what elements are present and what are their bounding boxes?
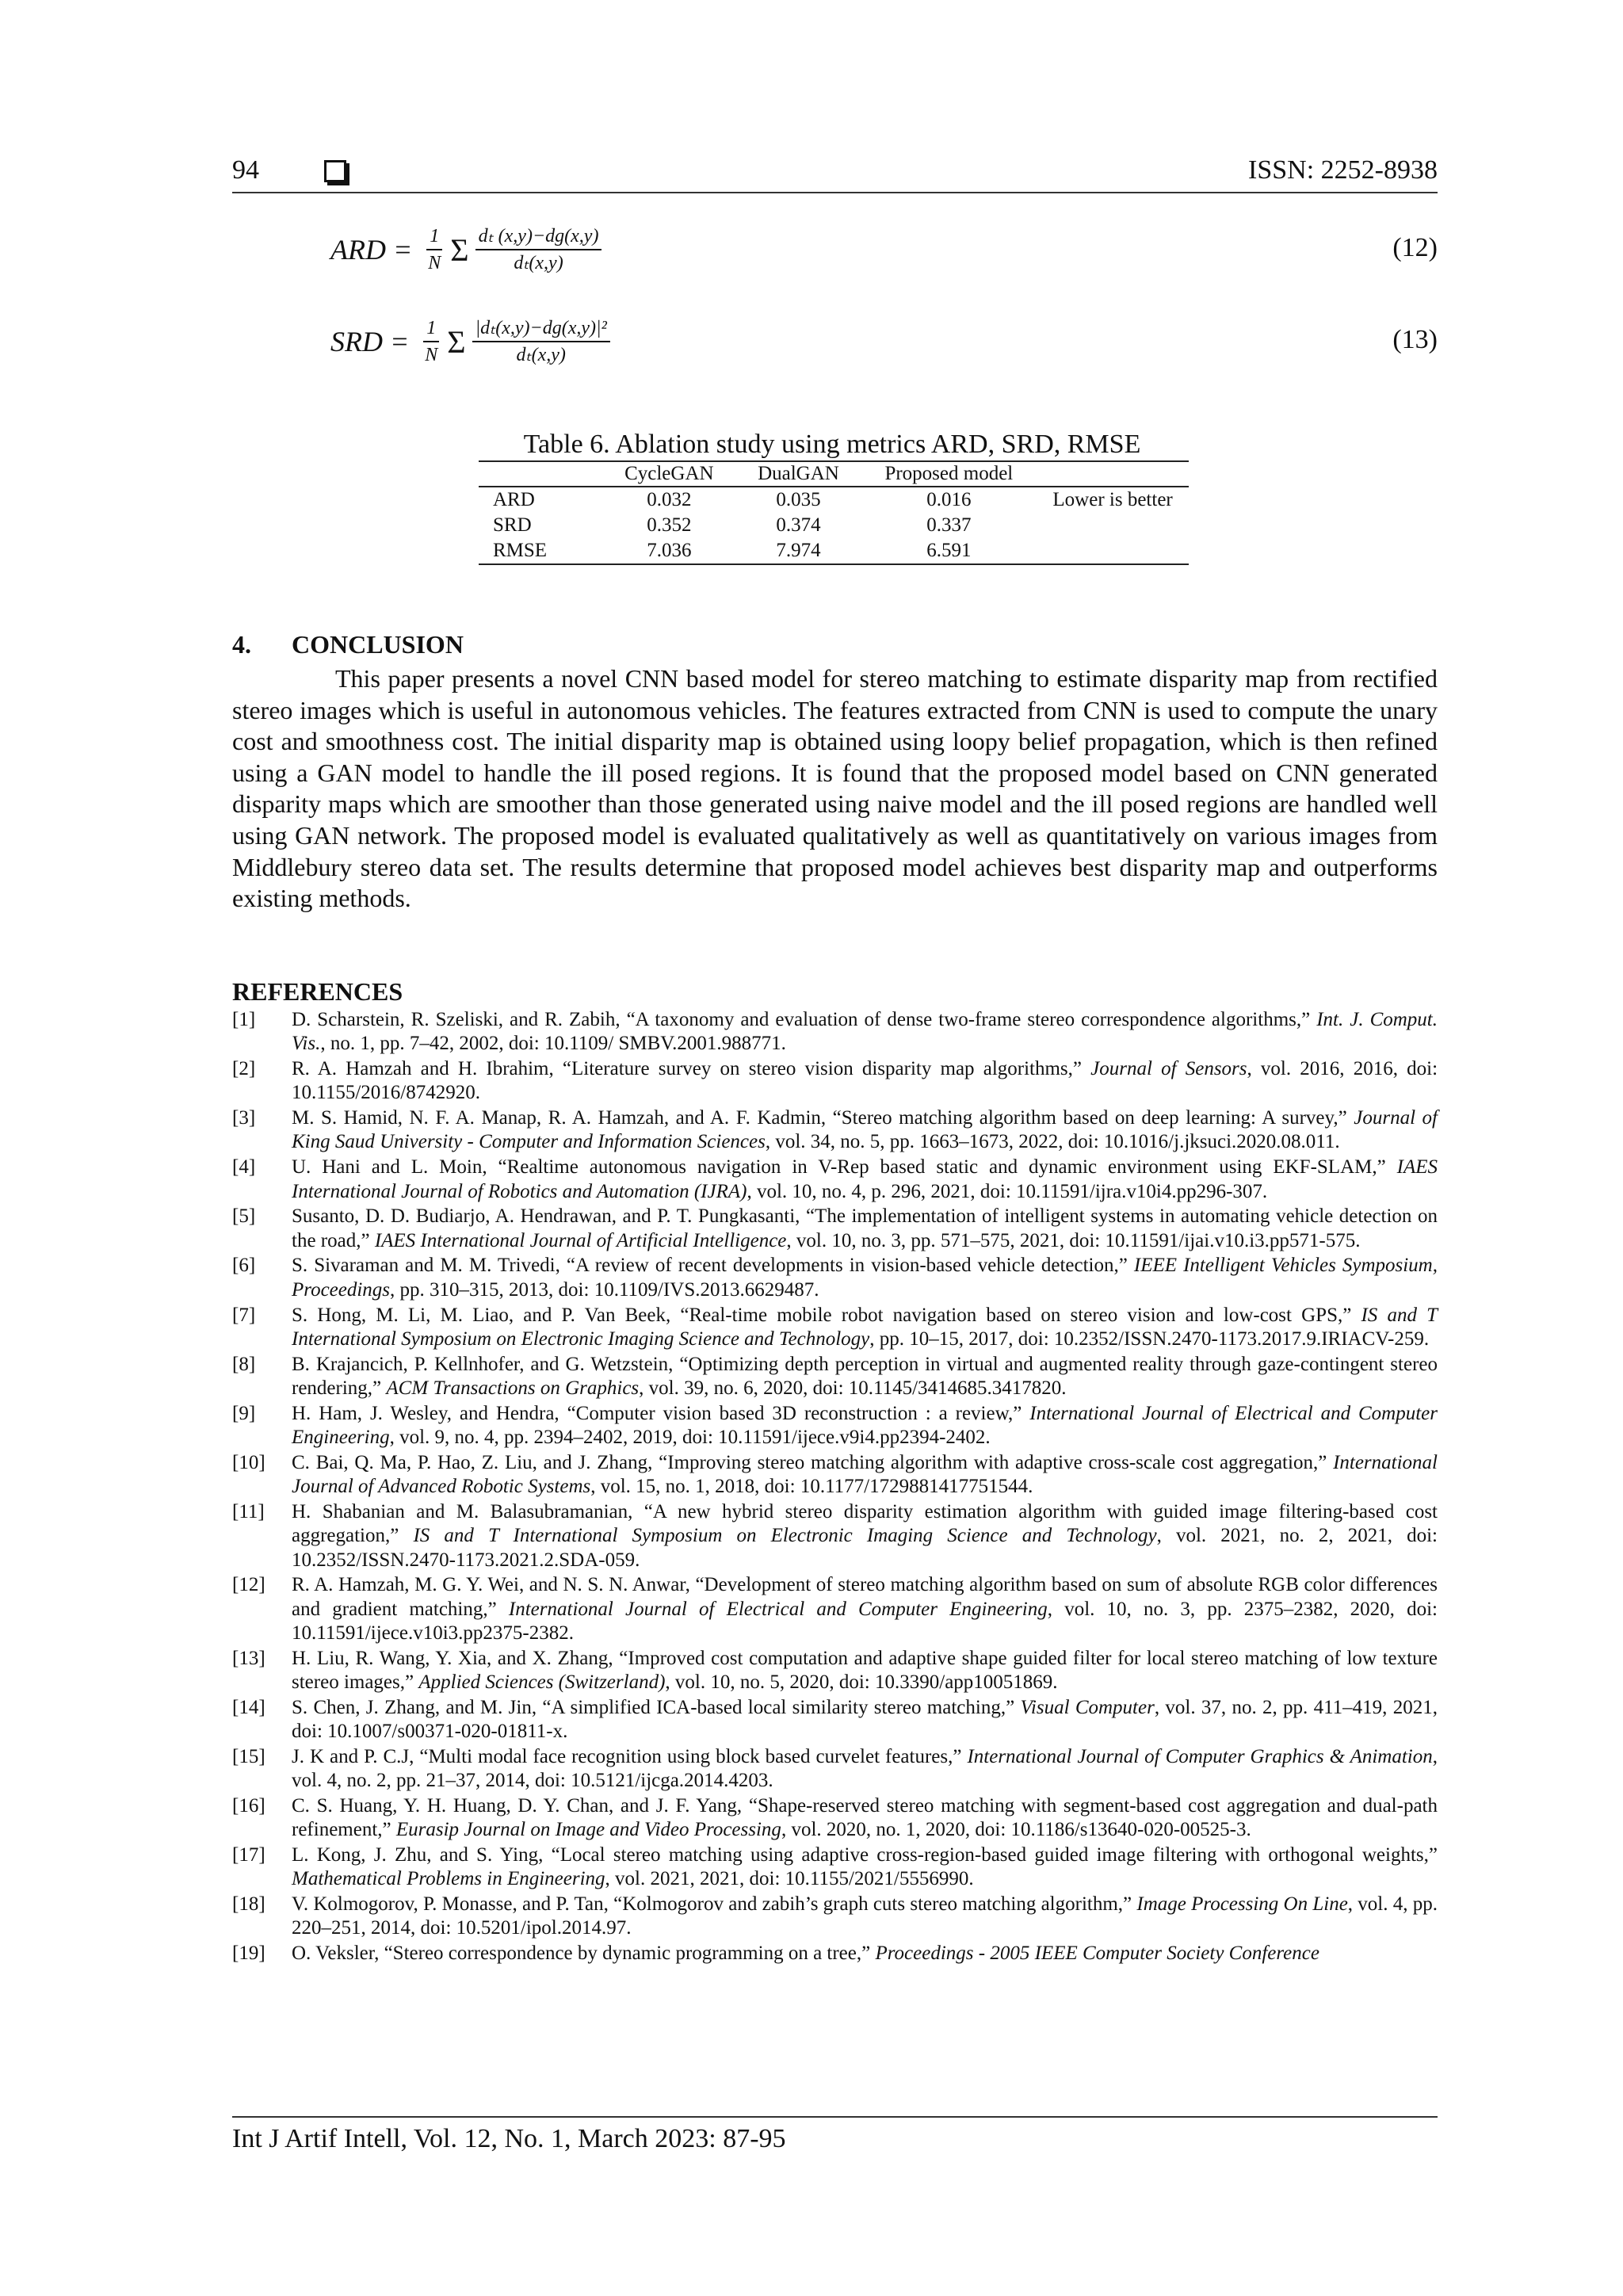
reference-number: [6] xyxy=(232,1255,256,1277)
reference-text: L. Kong, J. Zhu, and S. Ying, “Local stereo matching using adaptive cross-region-based guided image filtering with orthogonal weights,” xyxy=(292,1844,1438,1866)
page-footer xyxy=(232,2116,1438,2154)
reference-venue: Proceedings - 2005 IEEE Computer Society Conference xyxy=(875,1943,1319,1965)
reference-item xyxy=(232,1500,1438,1572)
reference-venue: Int. J. Comput. Vis. xyxy=(292,1009,1438,1055)
reference-details: , pp. 10–15, 2017, doi: 10.2352/ISSN.2470-1173.2017.9.IRIACV-259. xyxy=(869,1328,1430,1350)
reference-details: , vol. 10, no. 3, pp. 2375–2382, 2020, doi: 10.11591/ijece.v10i3.pp2375-2382. xyxy=(292,1598,1438,1644)
reference-number: [7] xyxy=(232,1304,256,1326)
issn: ISSN: 2252-8938 xyxy=(1248,155,1438,185)
table-cell: 7.036 xyxy=(647,540,692,561)
reference-text: O. Veksler, “Stereo correspondence by dynamic programming on a tree,” xyxy=(292,1943,876,1965)
table-header-cell: Proposed model xyxy=(884,463,1014,484)
reference-item xyxy=(232,1843,1438,1892)
reference-text: R. A. Hamzah and H. Ibrahim, “Literature survey on stereo vision disparity map algorithms,” xyxy=(292,1058,1091,1080)
reference-item xyxy=(232,1647,1438,1695)
reference-number: [2] xyxy=(232,1058,256,1080)
equation-number: (12) xyxy=(1392,233,1438,262)
reference-venue: Applied Sciences (Switzerland) xyxy=(418,1671,666,1694)
reference-venue: IEEE Intelligent Vehicles Symposium, Proceedings xyxy=(292,1255,1438,1301)
reference-text: D. Scharstein, R. Szeliski, and R. Zabih, “A taxonomy and evaluation of dense two-frame stereo correspondence algorithms,” xyxy=(292,1009,1317,1030)
table-header-row xyxy=(479,461,1189,487)
reference-text: S. Sivaraman and M. M. Trivedi, “A review of recent developments in vision-based vehicle detection,” xyxy=(292,1255,1134,1277)
reference-number: [19] xyxy=(232,1943,265,1965)
reference-venue: IS and T International Symposium on Electronic Imaging Science and Technology xyxy=(292,1304,1438,1350)
equation-numerator: |dₜ(x,y)−dg(x,y)|² xyxy=(472,317,610,342)
table-caption: Table 6. Ablation study using metrics ARD, SRD, RMSE xyxy=(523,430,1141,459)
reference-venue: IAES International Journal of Artificial Intelligence xyxy=(374,1229,787,1251)
table-cell: 0.352 xyxy=(647,514,692,536)
table-header-cell: DualGAN xyxy=(758,463,839,484)
reference-item xyxy=(232,1254,1438,1302)
reference-item xyxy=(232,1942,1438,1966)
section-number: 4. xyxy=(232,630,251,659)
reference-details: , vol. 10, no. 4, p. 296, 2021, doi: 10.11591/ijra.v10i4.pp296-307. xyxy=(747,1180,1268,1202)
references-heading: REFERENCES xyxy=(232,977,403,1006)
equation-fraction xyxy=(475,225,602,274)
table-header-cell xyxy=(479,461,602,487)
reference-item xyxy=(232,1205,1438,1253)
reference-details: , vol. 39, no. 6, 2020, doi: 10.1145/3414685.3417820. xyxy=(639,1377,1067,1399)
equation-lhs: ARD = xyxy=(330,234,413,266)
table-cell: 6.591 xyxy=(926,540,972,561)
table-cell: 7.974 xyxy=(776,540,821,561)
equation-coefficient: $\frac{1}{N}$ xyxy=(425,318,438,365)
reference-details: , vol. 34, no. 5, pp. 1663–1673, 2022, doi: 10.1016/j.jksuci.2020.08.011. xyxy=(765,1131,1340,1153)
reference-text: M. S. Hamid, N. F. A. Manap, R. A. Hamzah, and A. F. Kadmin, “Stereo matching algorithm based on deep learning: A survey,” xyxy=(292,1107,1354,1129)
reference-details: , no. 1, pp. 7–42, 2002, doi: 10.1109/ SMBV.2001.988771. xyxy=(320,1033,786,1055)
reference-number: [13] xyxy=(232,1647,265,1669)
table-row xyxy=(479,487,1189,513)
table-cell: 0.032 xyxy=(647,489,692,510)
reference-details: , vol. 10, no. 5, 2020, doi: 10.3390/app10051869. xyxy=(665,1671,1058,1694)
page-header xyxy=(232,155,1438,193)
equation-number: (13) xyxy=(1392,325,1438,354)
reference-text: R. A. Hamzah, M. G. Y. Wei, and N. S. N. Anwar, “Development of stereo matching algorithm based on sum of absolute RGB color differences and gradient matching,” xyxy=(292,1574,1438,1620)
sigma-symbol: Σ xyxy=(450,231,469,268)
table-row xyxy=(479,538,1189,564)
reference-number: [4] xyxy=(232,1156,256,1179)
table-row xyxy=(479,513,1189,538)
equation-lhs: SRD = xyxy=(330,326,410,357)
reference-details: , vol. 2021, no. 2, 2021, doi: 10.2352/ISSN.2470-1173.2021.2.SDA-059. xyxy=(292,1525,1438,1571)
reference-list xyxy=(232,1008,1438,1967)
reference-number: [5] xyxy=(232,1205,256,1228)
reference-item xyxy=(232,1794,1438,1843)
reference-text: C. Bai, Q. Ma, P. Hao, Z. Liu, and J. Zhang, “Improving stereo matching algorithm with adaptive cross-scale cost aggregation,” xyxy=(292,1451,1334,1473)
reference-number: [8] xyxy=(232,1353,256,1375)
table-note xyxy=(1037,538,1189,564)
table-row-label: SRD xyxy=(493,514,532,536)
equation-numerator: dₜ (x,y)−dg(x,y) xyxy=(475,225,602,250)
reference-details: , vol. 10, no. 3, pp. 571–575, 2021, doi: 10.11591/ijai.v10.i3.pp571-575. xyxy=(786,1229,1361,1251)
reference-item xyxy=(232,1745,1438,1794)
reference-details: , vol. 2020, no. 1, 2020, doi: 10.1186/s13640-020-00525-3. xyxy=(781,1819,1251,1841)
reference-details: , vol. 9, no. 4, pp. 2394–2402, 2019, doi: 10.11591/ijece.v9i4.pp2394-2402. xyxy=(389,1427,991,1449)
reference-text: H. Liu, R. Wang, Y. Xia, and X. Zhang, “Improved cost computation and adaptive shape guided filter for local stereo matching of low texture stereo images,” xyxy=(292,1647,1438,1694)
reference-venue: Journal of Sensors xyxy=(1090,1058,1247,1080)
section-title: CONCLUSION xyxy=(292,630,464,659)
table-row-label: RMSE xyxy=(493,540,548,561)
table-cell: 0.337 xyxy=(926,514,972,536)
reference-details: , vol. 15, no. 1, 2018, doi: 10.1177/1729881417751544. xyxy=(590,1476,1033,1498)
reference-item xyxy=(232,1893,1438,1941)
reference-venue: IS and T International Symposium on Electronic Imaging Science and Technology xyxy=(413,1525,1157,1547)
reference-item xyxy=(232,1057,1438,1106)
reference-venue: International Journal of Advanced Robotic Systems xyxy=(292,1451,1438,1498)
reference-number: [9] xyxy=(232,1402,256,1424)
reference-venue: Image Processing On Line xyxy=(1136,1893,1348,1916)
table-note xyxy=(1037,513,1189,538)
table-note: Lower is better xyxy=(1052,489,1173,510)
reference-number: [18] xyxy=(232,1893,265,1916)
reference-venue: Mathematical Problems in Engineering xyxy=(292,1868,605,1890)
reference-text: B. Krajancich, P. Kellnhofer, and G. Wetzstein, “Optimizing depth perception in virtual and augmented reality through gaze-contingent stereo rendering,” xyxy=(292,1353,1438,1399)
equation-denominator: dₜ(x,y) xyxy=(516,345,566,365)
table-row-label: ARD xyxy=(493,489,535,510)
reference-item xyxy=(232,1402,1438,1450)
reference-text: S. Chen, J. Zhang, and M. Jin, “A simplified ICA-based local similarity stereo matching,” xyxy=(292,1696,1021,1718)
table-cell: 0.035 xyxy=(776,489,821,510)
journal-citation: Int J Artif Intell, Vol. 12, No. 1, March 2023: 87-95 xyxy=(232,2124,786,2153)
reference-item xyxy=(232,1353,1438,1401)
reference-item xyxy=(232,1573,1438,1645)
reference-number: [3] xyxy=(232,1107,256,1129)
reference-number: [17] xyxy=(232,1844,265,1866)
reference-text: J. K and P. C.J, “Multi modal face recognition using block based curvelet features,” xyxy=(292,1745,968,1767)
section-heading-conclusion xyxy=(232,630,464,659)
reference-number: [14] xyxy=(232,1696,265,1718)
reference-details: , vol. 4, pp. 220–251, 2014, doi: 10.5201/ipol.2014.97. xyxy=(292,1893,1438,1939)
reference-details: , vol. 2021, 2021, doi: 10.1155/2021/5556990. xyxy=(605,1868,974,1890)
reference-details: , vol. 2016, 2016, doi: 10.1155/2016/8742920. xyxy=(292,1058,1438,1104)
reference-item xyxy=(232,1304,1438,1352)
reference-text: S. Hong, M. Li, M. Liao, and P. Van Beek, “Real-time mobile robot navigation based on stereo vision and low-cost GPS,” xyxy=(292,1304,1361,1326)
reference-number: [10] xyxy=(232,1451,265,1473)
sigma-symbol: Σ xyxy=(447,323,466,360)
reference-item xyxy=(232,1106,1438,1155)
equation-coefficient: $\frac{1}{N}$ xyxy=(428,226,441,273)
table-cell: 0.374 xyxy=(776,514,821,536)
reference-item xyxy=(232,1451,1438,1499)
reference-venue: Journal of King Saud University - Computer and Information Sciences xyxy=(292,1107,1438,1153)
ballot-box-icon xyxy=(324,160,346,182)
reference-text: V. Kolmogorov, P. Monasse, and P. Tan, “Kolmogorov and zabih’s graph cuts stereo matching algorithm,” xyxy=(292,1893,1137,1916)
reference-venue: Eurasip Journal on Image and Video Processing xyxy=(395,1819,781,1841)
reference-number: [11] xyxy=(232,1500,265,1522)
reference-number: [1] xyxy=(232,1009,256,1030)
ablation-table xyxy=(479,460,1189,565)
reference-venue: International Journal of Electrical and Computer Engineering xyxy=(508,1598,1048,1620)
reference-venue: International Journal of Computer Graphics & Animation xyxy=(967,1745,1433,1767)
reference-item xyxy=(232,1008,1438,1056)
reference-venue: Visual Computer xyxy=(1020,1696,1155,1718)
reference-number: [16] xyxy=(232,1795,265,1817)
reference-details: , pp. 310–315, 2013, doi: 10.1109/IVS.2013.6629487. xyxy=(390,1278,819,1301)
table-header-cell xyxy=(1037,461,1189,487)
reference-text: H. Shabanian and M. Balasubramanian, “A new hybrid stereo disparity estimation algorithm with guided image filtering-based cost aggregation,” xyxy=(292,1500,1438,1547)
reference-item xyxy=(232,1156,1438,1204)
reference-details: , vol. 4, no. 2, pp. 21–37, 2014, doi: 10.5121/ijcga.2014.4203. xyxy=(292,1745,1438,1792)
reference-text: C. S. Huang, Y. H. Huang, D. Y. Chan, and J. F. Yang, “Shape-reserved stereo matching with segment-based cost aggregation and dual-path refinement,” xyxy=(292,1795,1438,1841)
reference-venue: International Journal of Electrical and Computer Engineering xyxy=(292,1402,1438,1449)
equation-fraction xyxy=(472,317,610,366)
reference-item xyxy=(232,1696,1438,1744)
reference-venue: ACM Transactions on Graphics xyxy=(386,1377,640,1399)
page-number: 94 xyxy=(232,155,259,185)
reference-number: [12] xyxy=(232,1574,265,1596)
reference-number: [15] xyxy=(232,1745,265,1767)
table-cell: 0.016 xyxy=(926,489,972,510)
reference-text: Susanto, D. D. Budiarjo, A. Hendrawan, and P. T. Pungkasanti, “The implementation of intelligent systems in automating vehicle detection on the road,” xyxy=(292,1205,1438,1251)
equation-srd xyxy=(330,306,1438,377)
reference-venue: IAES International Journal of Robotics and Automation (IJRA) xyxy=(292,1156,1438,1202)
equation-denominator: dₜ(x,y) xyxy=(514,253,563,273)
table-header-cell: CycleGAN xyxy=(624,463,714,484)
reference-text: H. Ham, J. Wesley, and Hendra, “Computer vision based 3D reconstruction : a review,” xyxy=(292,1402,1030,1424)
equation-ard xyxy=(330,214,1438,285)
conclusion-paragraph: This paper presents a novel CNN based model for stereo matching to estimate disparity map from rectified stereo images which is useful in autonomous vehicles. The features extracted from CNN is used to compute the unary cost and smoothness cost. The initial disparity map is obtained using loopy belief propagation, which is then refined using a GAN model to handle the ill posed regions. It is found that the proposed model based on CNN generated disparity maps which are smoother than those generated using naive model and the ill posed regions are handled well using GAN network. The proposed model is evaluated qualitatively as well as quantitatively on various images from Middlebury stereo data set. The results determine that proposed model achieves best disparity map and outperforms existing methods. xyxy=(232,664,1438,913)
reference-text: U. Hani and L. Moin, “Realtime autonomous navigation in V-Rep based static and dynamic environment using EKF-SLAM,” xyxy=(292,1156,1397,1179)
reference-details: , vol. 37, no. 2, pp. 411–419, 2021, doi: 10.1007/s00371-020-01811-x. xyxy=(292,1696,1438,1743)
